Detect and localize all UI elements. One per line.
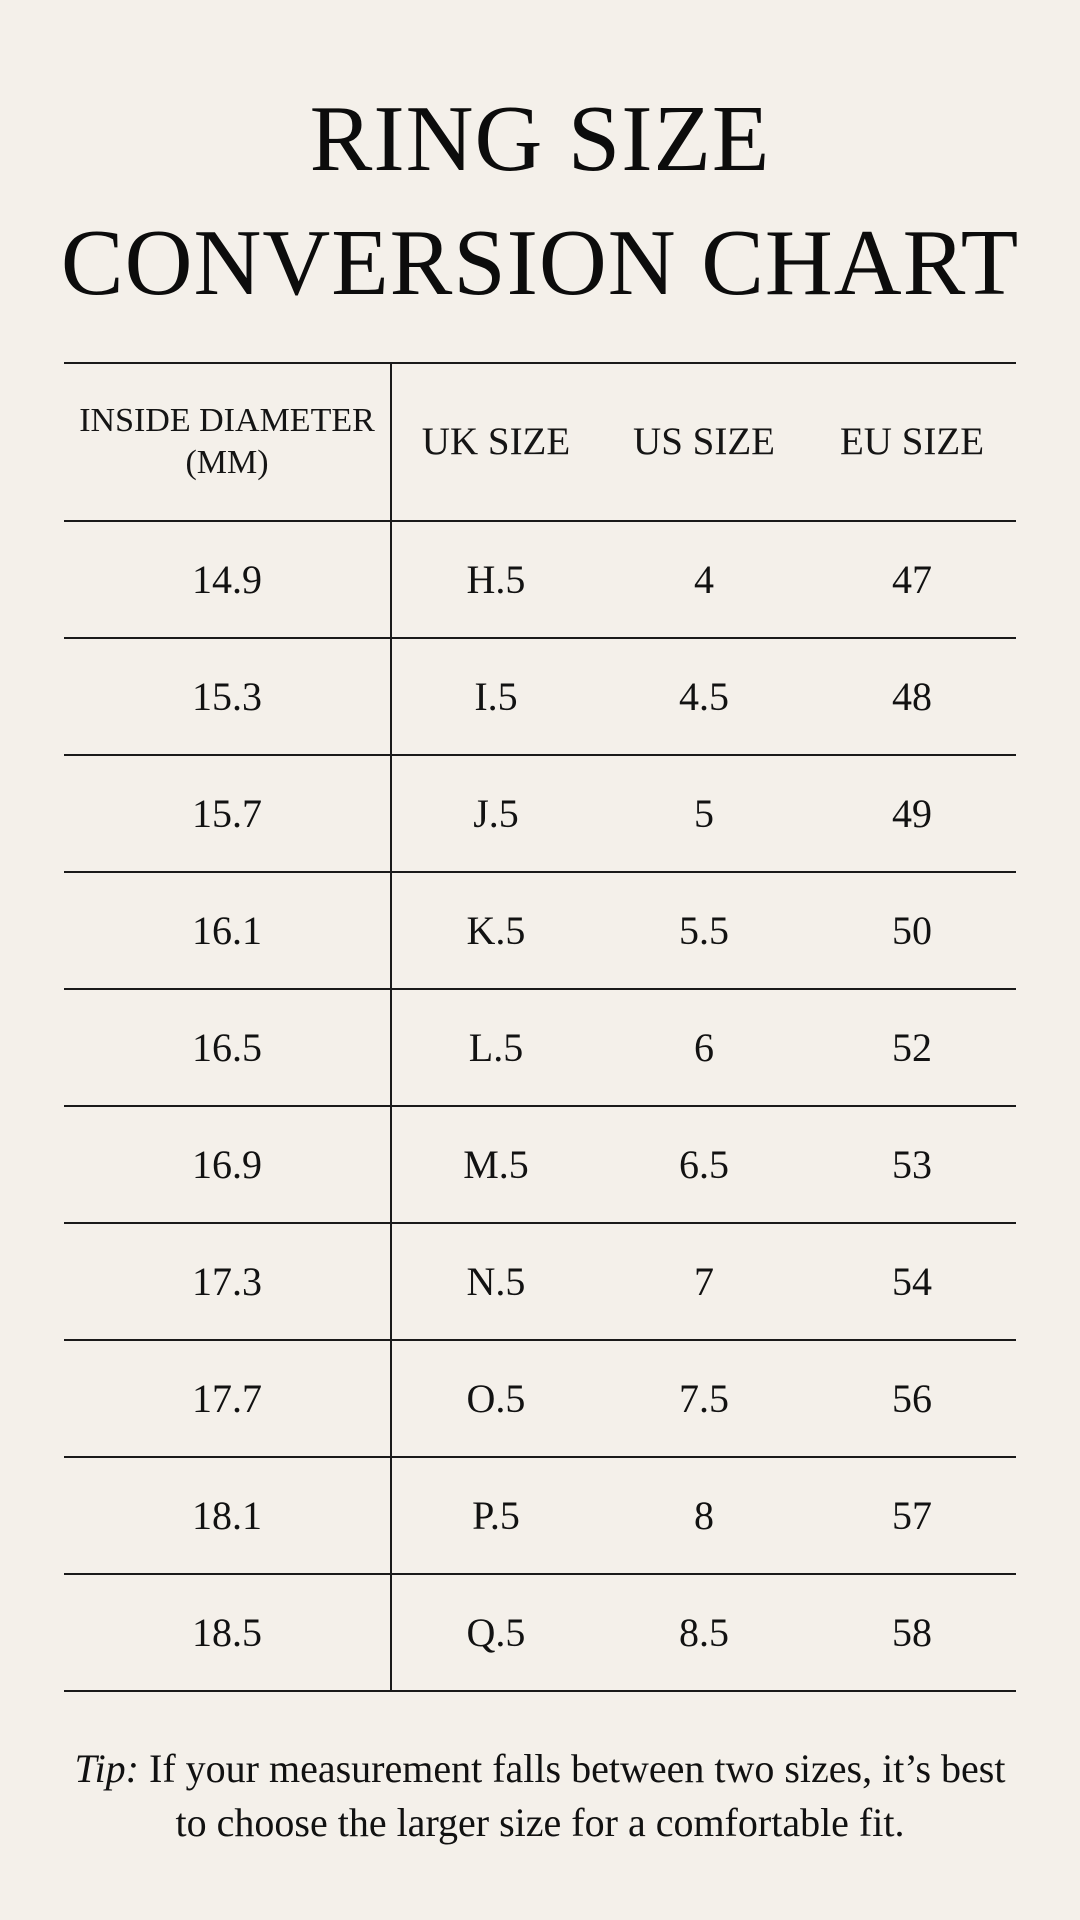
table-row xyxy=(64,756,1016,873)
header-inside-diameter: INSIDE DIAMETER (MM) xyxy=(64,364,392,520)
cell-us-size: 6.5 xyxy=(679,1142,729,1187)
cell-us-size: 4.5 xyxy=(679,674,729,719)
cell-us-size: 5.5 xyxy=(679,908,729,953)
cell-uk-size: I.5 xyxy=(474,674,518,719)
header-eu-size: EU SIZE xyxy=(839,419,985,463)
ring-size-table xyxy=(64,362,1016,1692)
table-header-row xyxy=(64,362,1016,522)
table-row xyxy=(64,1458,1016,1575)
cell-eu-size: 49 xyxy=(892,791,932,836)
cell-uk-size: M.5 xyxy=(463,1142,529,1187)
header-uk-size: UK SIZE xyxy=(421,419,571,463)
cell-us-size: 5 xyxy=(694,791,714,836)
cell-inside-diameter: 15.7 xyxy=(64,756,392,871)
page-title-line-2: CONVERSION CHART xyxy=(60,211,1020,315)
table-row xyxy=(64,1575,1016,1692)
table-row xyxy=(64,1107,1016,1224)
cell-eu-size: 53 xyxy=(892,1142,932,1187)
cell-uk-size: O.5 xyxy=(466,1376,526,1421)
cell-eu-size: 57 xyxy=(892,1493,932,1538)
cell-inside-diameter: 16.1 xyxy=(64,873,392,988)
cell-eu-size: 48 xyxy=(892,674,932,719)
cell-us-size: 8 xyxy=(694,1493,714,1538)
cell-eu-size: 56 xyxy=(892,1376,932,1421)
cell-uk-size: H.5 xyxy=(466,557,526,602)
cell-us-size: 7.5 xyxy=(679,1376,729,1421)
cell-eu-size: 54 xyxy=(892,1259,932,1304)
cell-uk-size: K.5 xyxy=(466,908,526,953)
cell-us-size: 4 xyxy=(694,557,714,602)
cell-uk-size: L.5 xyxy=(468,1025,524,1070)
cell-inside-diameter: 18.1 xyxy=(64,1458,392,1573)
table-row xyxy=(64,639,1016,756)
cell-inside-diameter: 18.5 xyxy=(64,1575,392,1690)
cell-us-size: 8.5 xyxy=(679,1610,729,1655)
cell-uk-size: N.5 xyxy=(466,1259,526,1304)
table-row xyxy=(64,1224,1016,1341)
table-row xyxy=(64,1341,1016,1458)
cell-inside-diameter: 17.3 xyxy=(64,1224,392,1339)
cell-eu-size: 58 xyxy=(892,1610,932,1655)
cell-inside-diameter: 16.5 xyxy=(64,990,392,1105)
cell-us-size: 6 xyxy=(694,1025,714,1070)
table-row xyxy=(64,873,1016,990)
cell-eu-size: 52 xyxy=(892,1025,932,1070)
cell-uk-size: J.5 xyxy=(473,791,519,836)
header-us-size: US SIZE xyxy=(633,419,775,463)
cell-inside-diameter: 14.9 xyxy=(64,522,392,637)
table-row xyxy=(64,990,1016,1107)
tip-label: Tip: xyxy=(74,1746,140,1791)
sizing-tip xyxy=(60,1742,1020,1850)
cell-eu-size: 47 xyxy=(892,557,932,602)
page-title-line-1: RING SIZE xyxy=(309,87,771,191)
cell-us-size: 7 xyxy=(694,1259,714,1304)
table-row xyxy=(64,522,1016,639)
cell-uk-size: Q.5 xyxy=(466,1610,526,1655)
cell-inside-diameter: 17.7 xyxy=(64,1341,392,1456)
cell-inside-diameter: 15.3 xyxy=(64,639,392,754)
cell-uk-size: P.5 xyxy=(472,1493,520,1538)
cell-inside-diameter: 16.9 xyxy=(64,1107,392,1222)
cell-eu-size: 50 xyxy=(892,908,932,953)
tip-text: If your measurement falls between two sizes, it’s best to choose the larger size for a comfortable fit. xyxy=(149,1746,1006,1845)
